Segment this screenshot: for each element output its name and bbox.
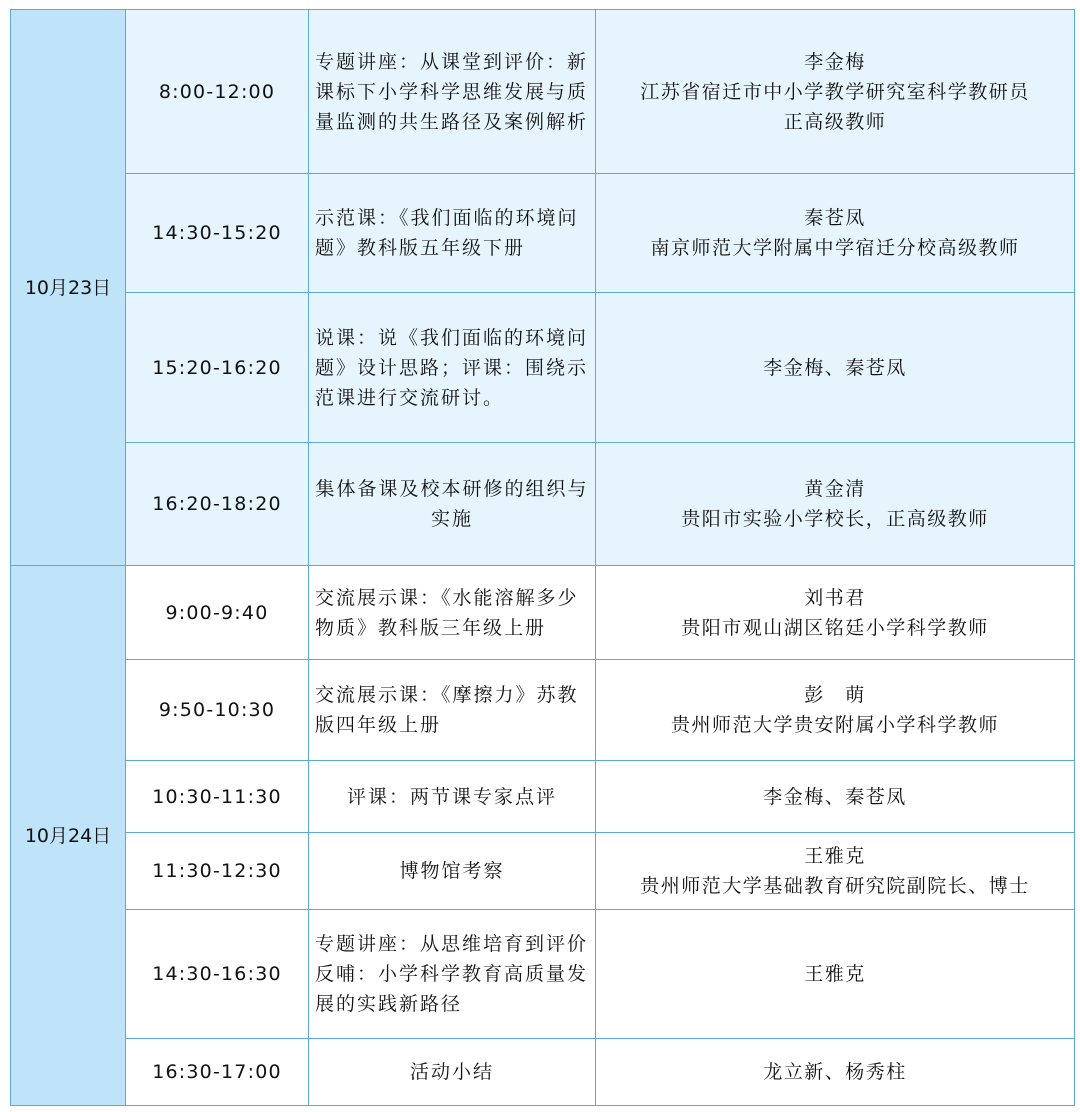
topic-cell: 活动小结 <box>309 1039 596 1106</box>
table-row <box>11 833 1075 910</box>
table-row <box>11 174 1075 293</box>
speaker-name: 李金梅 <box>804 50 866 73</box>
topic-cell: 集体备课及校本研修的组织与实施 <box>309 443 596 566</box>
speaker-cell <box>596 10 1075 174</box>
table-row <box>11 566 1075 660</box>
speaker-name: 黄金清 <box>804 478 866 500</box>
speaker-cell <box>596 660 1075 761</box>
speaker-cell <box>596 443 1075 566</box>
speaker-title: 贵州师范大学基础教育研究院副院长、博士 <box>640 875 1030 897</box>
speaker-title: 贵阳市实验小学校长，正高级教师 <box>681 508 989 530</box>
topic-cell: 示范课：《我们面临的环境问题》教科版五年级下册 <box>309 174 596 293</box>
speaker-cell <box>596 910 1075 1039</box>
speaker-cell <box>596 174 1075 293</box>
date-cell: 10月23日 <box>11 10 126 566</box>
speaker-name: 刘书君 <box>804 586 866 609</box>
time-cell: 8:00-12:00 <box>126 10 309 174</box>
topic-cell: 交流展示课：《摩擦力》苏教版四年级上册 <box>309 660 596 761</box>
table-row <box>11 10 1075 174</box>
table-row <box>11 910 1075 1039</box>
topic-cell: 评课：两节课专家点评 <box>309 761 596 833</box>
time-cell: 15:20-16:20 <box>126 293 309 443</box>
time-cell: 9:50-10:30 <box>126 660 309 761</box>
speaker-cell <box>596 1039 1075 1106</box>
speaker-cell <box>596 293 1075 443</box>
table-row <box>11 293 1075 443</box>
table-row <box>11 761 1075 833</box>
speaker-cell <box>596 833 1075 910</box>
speaker-name: 李金梅、秦苍凤 <box>763 356 907 379</box>
time-cell: 14:30-16:30 <box>126 910 309 1039</box>
speaker-name: 王雅克 <box>804 845 866 867</box>
time-cell: 14:30-15:20 <box>126 174 309 293</box>
speaker-name: 彭 萌 <box>804 684 866 706</box>
schedule-table <box>10 9 1075 1106</box>
topic-cell: 专题讲座：从课堂到评价：新课标下小学科学思维发展与质量监测的共生路径及案例解析 <box>309 10 596 174</box>
speaker-cell <box>596 566 1075 660</box>
time-cell: 10:30-11:30 <box>126 761 309 833</box>
table-row <box>11 1039 1075 1106</box>
speaker-name: 秦苍凤 <box>804 207 866 229</box>
time-cell: 16:20-18:20 <box>126 443 309 566</box>
time-cell: 16:30-17:00 <box>126 1039 309 1106</box>
topic-cell: 说课：说《我们面临的环境问题》设计思路；评课：围绕示范课进行交流研讨。 <box>309 293 596 443</box>
table-row <box>11 660 1075 761</box>
speaker-name: 李金梅、秦苍凤 <box>763 785 907 808</box>
topic-cell: 专题讲座：从思维培育到评价反哺：小学科学教育高质量发展的实践新路径 <box>309 910 596 1039</box>
topic-cell: 交流展示课：《水能溶解多少物质》教科版三年级上册 <box>309 566 596 660</box>
topic-cell: 博物馆考察 <box>309 833 596 910</box>
speaker-cell <box>596 761 1075 833</box>
table-row <box>11 443 1075 566</box>
speaker-title: 江苏省宿迁市中小学教学研究室科学教研员 <box>640 80 1030 103</box>
speaker-title: 南京师范大学附属中学宿迁分校高级教师 <box>650 237 1020 259</box>
date-cell: 10月24日 <box>11 566 126 1106</box>
speaker-title: 贵阳市观山湖区铭廷小学科学教师 <box>681 616 989 639</box>
speaker-title: 正高级教师 <box>783 110 887 133</box>
speaker-title: 贵州师范大学贵安附属小学科学教师 <box>670 714 999 736</box>
time-cell: 11:30-12:30 <box>126 833 309 910</box>
time-cell: 9:00-9:40 <box>126 566 309 660</box>
speaker-name: 王雅克 <box>804 963 866 985</box>
speaker-name: 龙立新、杨秀柱 <box>763 1061 907 1083</box>
